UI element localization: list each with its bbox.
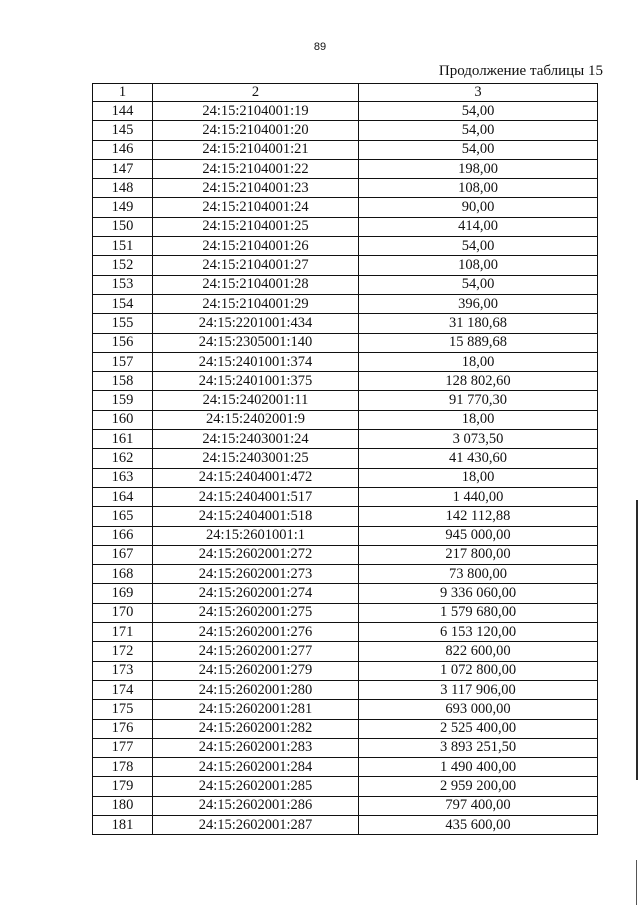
cadastral-number-cell: 24:15:2602001:284 bbox=[153, 758, 359, 777]
table-body bbox=[93, 102, 598, 835]
value-cell: 18,00 bbox=[359, 352, 598, 371]
row-number-cell: 148 bbox=[93, 179, 153, 198]
table-row bbox=[93, 623, 598, 642]
cadastral-number-cell: 24:15:2104001:22 bbox=[153, 159, 359, 178]
row-number-cell: 155 bbox=[93, 314, 153, 333]
value-cell: 693 000,00 bbox=[359, 700, 598, 719]
row-number-cell: 167 bbox=[93, 545, 153, 564]
cadastral-number-cell: 24:15:2104001:27 bbox=[153, 256, 359, 275]
row-number-cell: 172 bbox=[93, 642, 153, 661]
cadastral-number-cell: 24:15:2403001:24 bbox=[153, 430, 359, 449]
cadastral-number-cell: 24:15:2602001:272 bbox=[153, 545, 359, 564]
cadastral-number-cell: 24:15:2602001:273 bbox=[153, 565, 359, 584]
table-row bbox=[93, 565, 598, 584]
table-row bbox=[93, 217, 598, 236]
table-row bbox=[93, 314, 598, 333]
row-number-cell: 170 bbox=[93, 603, 153, 622]
value-cell: 108,00 bbox=[359, 179, 598, 198]
table-row bbox=[93, 815, 598, 834]
row-number-cell: 165 bbox=[93, 507, 153, 526]
value-cell: 3 073,50 bbox=[359, 430, 598, 449]
value-cell: 3 117 906,00 bbox=[359, 680, 598, 699]
cadastral-number-cell: 24:15:2602001:280 bbox=[153, 680, 359, 699]
header-row bbox=[93, 84, 598, 102]
cadastral-number-cell: 24:15:2402001:11 bbox=[153, 391, 359, 410]
table-row bbox=[93, 410, 598, 429]
header-col-1: 1 bbox=[93, 84, 153, 102]
data-table bbox=[92, 83, 598, 835]
cadastral-number-cell: 24:15:2401001:374 bbox=[153, 352, 359, 371]
row-number-cell: 175 bbox=[93, 700, 153, 719]
table-row bbox=[93, 796, 598, 815]
row-number-cell: 154 bbox=[93, 294, 153, 313]
table-row bbox=[93, 719, 598, 738]
row-number-cell: 151 bbox=[93, 237, 153, 256]
value-cell: 15 889,68 bbox=[359, 333, 598, 352]
table-row bbox=[93, 275, 598, 294]
value-cell: 2 959 200,00 bbox=[359, 777, 598, 796]
value-cell: 31 180,68 bbox=[359, 314, 598, 333]
table-row bbox=[93, 642, 598, 661]
row-number-cell: 145 bbox=[93, 121, 153, 140]
table-row bbox=[93, 487, 598, 506]
header-col-3: 3 bbox=[359, 84, 598, 102]
cadastral-number-cell: 24:15:2104001:19 bbox=[153, 102, 359, 121]
row-number-cell: 147 bbox=[93, 159, 153, 178]
cadastral-number-cell: 24:15:2602001:274 bbox=[153, 584, 359, 603]
table-row bbox=[93, 159, 598, 178]
value-cell: 54,00 bbox=[359, 275, 598, 294]
row-number-cell: 179 bbox=[93, 777, 153, 796]
table-row bbox=[93, 738, 598, 757]
table-row bbox=[93, 179, 598, 198]
cadastral-number-cell: 24:15:2104001:25 bbox=[153, 217, 359, 236]
table-row bbox=[93, 545, 598, 564]
table-header bbox=[93, 84, 598, 102]
table-row bbox=[93, 777, 598, 796]
table-row bbox=[93, 294, 598, 313]
table-row bbox=[93, 700, 598, 719]
row-number-cell: 181 bbox=[93, 815, 153, 834]
cadastral-number-cell: 24:15:2602001:283 bbox=[153, 738, 359, 757]
cadastral-number-cell: 24:15:2404001:517 bbox=[153, 487, 359, 506]
value-cell: 435 600,00 bbox=[359, 815, 598, 834]
row-number-cell: 150 bbox=[93, 217, 153, 236]
table-row bbox=[93, 237, 598, 256]
page-number: 89 bbox=[313, 41, 327, 53]
value-cell: 91 770,30 bbox=[359, 391, 598, 410]
cadastral-number-cell: 24:15:2602001:286 bbox=[153, 796, 359, 815]
table-row bbox=[93, 121, 598, 140]
cadastral-number-cell: 24:15:2602001:277 bbox=[153, 642, 359, 661]
value-cell: 6 153 120,00 bbox=[359, 623, 598, 642]
row-number-cell: 152 bbox=[93, 256, 153, 275]
row-number-cell: 161 bbox=[93, 430, 153, 449]
table-row bbox=[93, 333, 598, 352]
row-number-cell: 173 bbox=[93, 661, 153, 680]
value-cell: 1 072 800,00 bbox=[359, 661, 598, 680]
table-row bbox=[93, 584, 598, 603]
cadastral-number-cell: 24:15:2104001:26 bbox=[153, 237, 359, 256]
row-number-cell: 171 bbox=[93, 623, 153, 642]
scan-edge-mark bbox=[636, 860, 637, 905]
value-cell: 1 490 400,00 bbox=[359, 758, 598, 777]
table-row bbox=[93, 468, 598, 487]
table-row bbox=[93, 661, 598, 680]
row-number-cell: 178 bbox=[93, 758, 153, 777]
value-cell: 54,00 bbox=[359, 121, 598, 140]
row-number-cell: 162 bbox=[93, 449, 153, 468]
cadastral-number-cell: 24:15:2201001:434 bbox=[153, 314, 359, 333]
table-row bbox=[93, 140, 598, 159]
row-number-cell: 157 bbox=[93, 352, 153, 371]
value-cell: 41 430,60 bbox=[359, 449, 598, 468]
cadastral-number-cell: 24:15:2602001:287 bbox=[153, 815, 359, 834]
table-row bbox=[93, 352, 598, 371]
value-cell: 1 579 680,00 bbox=[359, 603, 598, 622]
cadastral-number-cell: 24:15:2104001:21 bbox=[153, 140, 359, 159]
value-cell: 2 525 400,00 bbox=[359, 719, 598, 738]
row-number-cell: 168 bbox=[93, 565, 153, 584]
value-cell: 945 000,00 bbox=[359, 526, 598, 545]
cadastral-number-cell: 24:15:2602001:285 bbox=[153, 777, 359, 796]
table-row bbox=[93, 603, 598, 622]
table-caption: Продолжение таблицы 15 bbox=[438, 63, 603, 79]
cadastral-number-cell: 24:15:2403001:25 bbox=[153, 449, 359, 468]
row-number-cell: 166 bbox=[93, 526, 153, 545]
row-number-cell: 144 bbox=[93, 102, 153, 121]
table-row bbox=[93, 430, 598, 449]
row-number-cell: 163 bbox=[93, 468, 153, 487]
cadastral-number-cell: 24:15:2104001:29 bbox=[153, 294, 359, 313]
row-number-cell: 156 bbox=[93, 333, 153, 352]
value-cell: 54,00 bbox=[359, 102, 598, 121]
value-cell: 73 800,00 bbox=[359, 565, 598, 584]
value-cell: 128 802,60 bbox=[359, 372, 598, 391]
table-row bbox=[93, 372, 598, 391]
row-number-cell: 153 bbox=[93, 275, 153, 294]
row-number-cell: 177 bbox=[93, 738, 153, 757]
cadastral-number-cell: 24:15:2602001:275 bbox=[153, 603, 359, 622]
cadastral-number-cell: 24:15:2104001:23 bbox=[153, 179, 359, 198]
table-row bbox=[93, 507, 598, 526]
cadastral-number-cell: 24:15:2404001:472 bbox=[153, 468, 359, 487]
table-row bbox=[93, 449, 598, 468]
cadastral-number-cell: 24:15:2602001:281 bbox=[153, 700, 359, 719]
value-cell: 108,00 bbox=[359, 256, 598, 275]
table-row bbox=[93, 526, 598, 545]
header-col-2: 2 bbox=[153, 84, 359, 102]
value-cell: 9 336 060,00 bbox=[359, 584, 598, 603]
value-cell: 1 440,00 bbox=[359, 487, 598, 506]
cadastral-number-cell: 24:15:2104001:28 bbox=[153, 275, 359, 294]
cadastral-number-cell: 24:15:2602001:279 bbox=[153, 661, 359, 680]
row-number-cell: 176 bbox=[93, 719, 153, 738]
row-number-cell: 174 bbox=[93, 680, 153, 699]
row-number-cell: 164 bbox=[93, 487, 153, 506]
value-cell: 822 600,00 bbox=[359, 642, 598, 661]
table-row bbox=[93, 198, 598, 217]
row-number-cell: 149 bbox=[93, 198, 153, 217]
value-cell: 396,00 bbox=[359, 294, 598, 313]
cadastral-number-cell: 24:15:2402001:9 bbox=[153, 410, 359, 429]
row-number-cell: 169 bbox=[93, 584, 153, 603]
value-cell: 54,00 bbox=[359, 140, 598, 159]
value-cell: 3 893 251,50 bbox=[359, 738, 598, 757]
value-cell: 90,00 bbox=[359, 198, 598, 217]
value-cell: 198,00 bbox=[359, 159, 598, 178]
cadastral-number-cell: 24:15:2104001:20 bbox=[153, 121, 359, 140]
row-number-cell: 160 bbox=[93, 410, 153, 429]
table-row bbox=[93, 391, 598, 410]
table-row bbox=[93, 758, 598, 777]
value-cell: 18,00 bbox=[359, 410, 598, 429]
value-cell: 217 800,00 bbox=[359, 545, 598, 564]
cadastral-number-cell: 24:15:2601001:1 bbox=[153, 526, 359, 545]
table-row bbox=[93, 256, 598, 275]
row-number-cell: 146 bbox=[93, 140, 153, 159]
cadastral-number-cell: 24:15:2305001:140 bbox=[153, 333, 359, 352]
cadastral-number-cell: 24:15:2404001:518 bbox=[153, 507, 359, 526]
cadastral-number-cell: 24:15:2602001:282 bbox=[153, 719, 359, 738]
table-row bbox=[93, 680, 598, 699]
row-number-cell: 180 bbox=[93, 796, 153, 815]
scan-edge-mark bbox=[636, 500, 638, 780]
row-number-cell: 158 bbox=[93, 372, 153, 391]
value-cell: 414,00 bbox=[359, 217, 598, 236]
table-row bbox=[93, 102, 598, 121]
value-cell: 54,00 bbox=[359, 237, 598, 256]
value-cell: 18,00 bbox=[359, 468, 598, 487]
value-cell: 797 400,00 bbox=[359, 796, 598, 815]
value-cell: 142 112,88 bbox=[359, 507, 598, 526]
cadastral-number-cell: 24:15:2104001:24 bbox=[153, 198, 359, 217]
row-number-cell: 159 bbox=[93, 391, 153, 410]
cadastral-number-cell: 24:15:2401001:375 bbox=[153, 372, 359, 391]
cadastral-number-cell: 24:15:2602001:276 bbox=[153, 623, 359, 642]
